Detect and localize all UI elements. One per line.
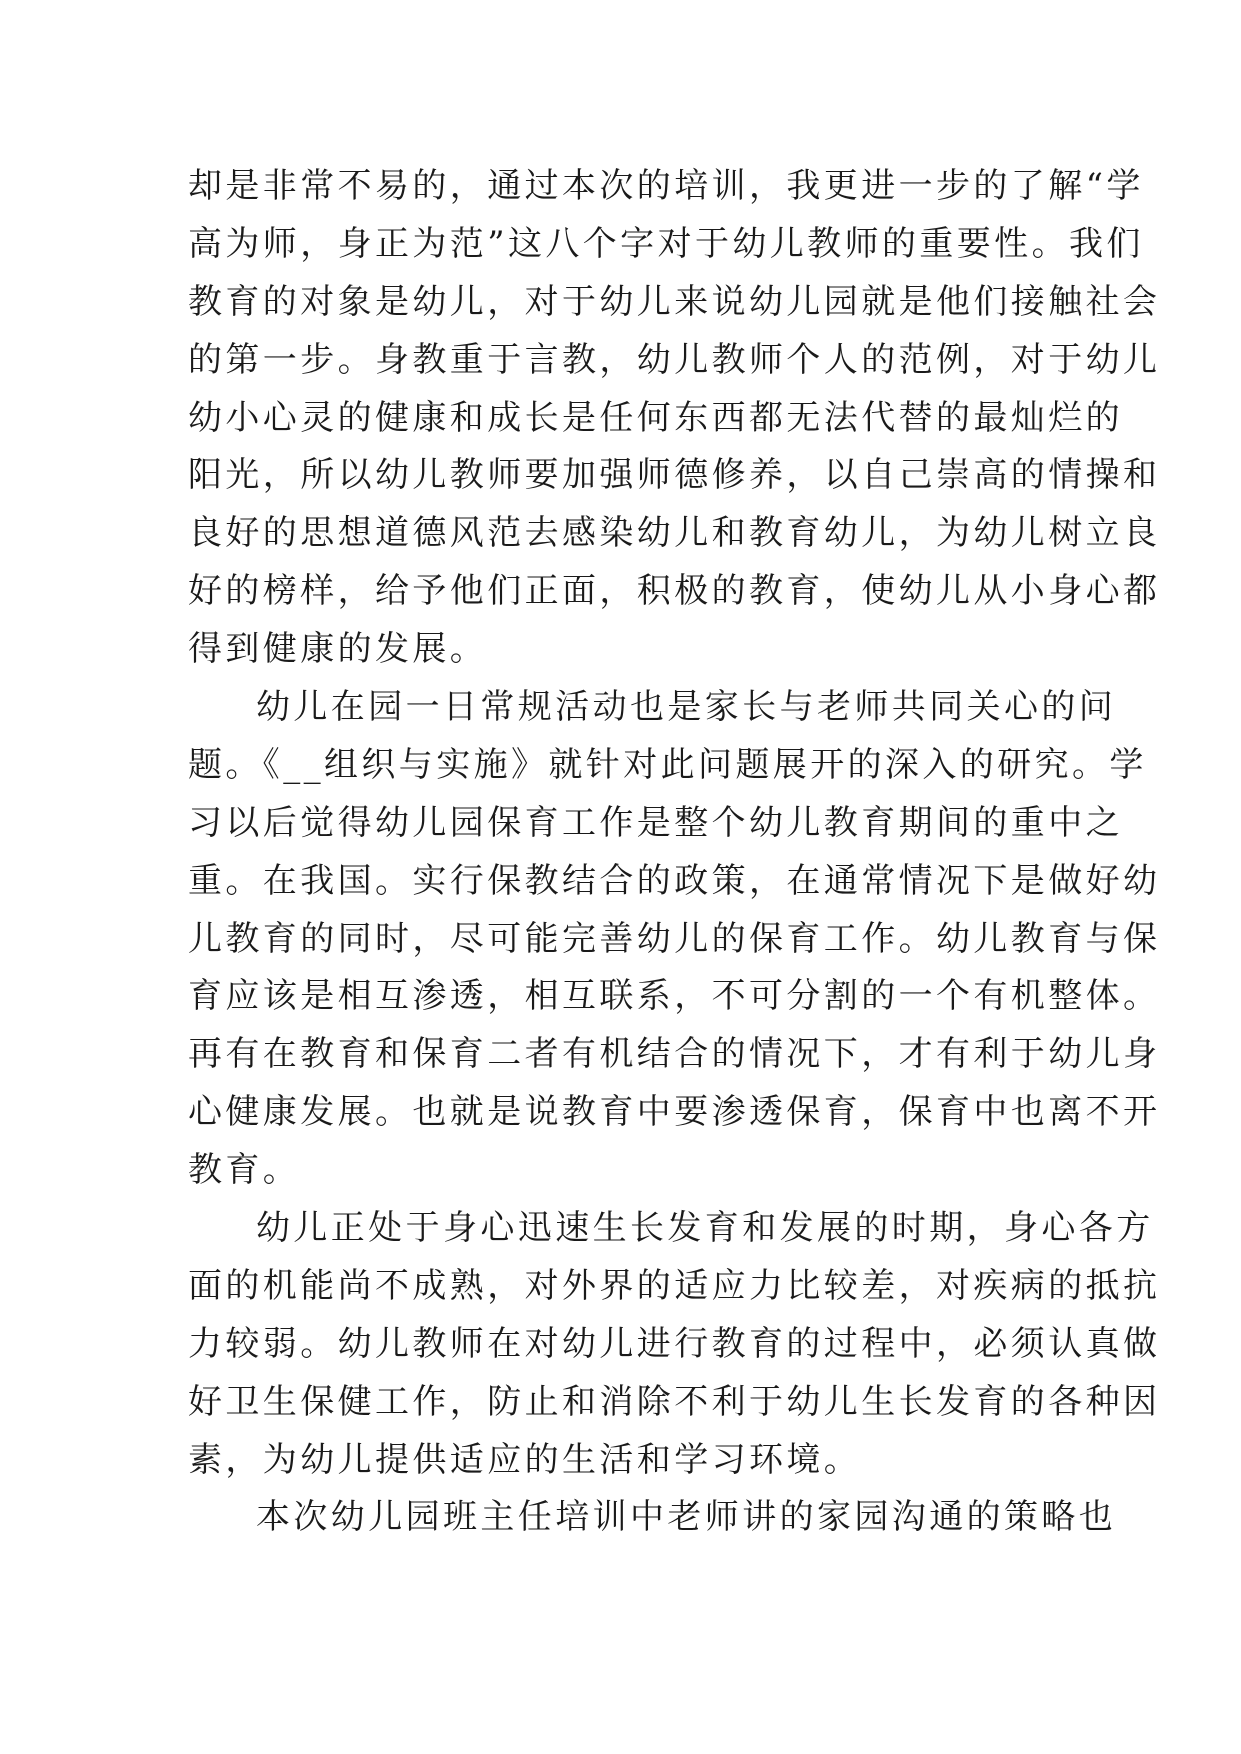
text-line: 的第一步。身教重于言教，幼儿教师个人的范例，对于幼儿 — [188, 339, 1161, 380]
text-line: 高为师，身正为范”这八个字对于幼儿教师的重要性。我们 — [188, 223, 1144, 264]
text-line: 素，为幼儿提供适应的生活和学习环境。 — [188, 1439, 862, 1480]
text-line: 面的机能尚不成熟，对外界的适应力比较差，对疾病的抵抗 — [188, 1265, 1161, 1306]
text-line: 教育的对象是幼儿，对于幼儿来说幼儿园就是他们接触社会 — [188, 281, 1161, 322]
text-line: 得到健康的发展。 — [188, 629, 488, 670]
text-line: 良好的思想道德风范去感染幼儿和教育幼儿，为幼儿树立良 — [188, 513, 1161, 554]
paragraph-first-line: 幼儿正处于身心迅速生长发育和发展的时期，身心各方 — [256, 1208, 1154, 1249]
text-line: 好的榜样，给予他们正面，积极的教育，使幼儿从小身心都 — [188, 571, 1161, 612]
text-line: 力较弱。幼儿教师在对幼儿进行教育的过程中，必须认真做 — [188, 1323, 1161, 1364]
text-line: 教育。 — [188, 1150, 301, 1191]
text-line: 却是非常不易的，通过本次的培训，我更进一步的了解“学 — [188, 166, 1144, 206]
text-line: 好卫生保健工作，防止和消除不利于幼儿生长发育的各种因 — [188, 1381, 1161, 1422]
text-line: 育应该是相互渗透，相互联系，不可分割的一个有机整体。 — [188, 976, 1161, 1017]
paragraph-first-line: 幼儿在园一日常规活动也是家长与老师共同关心的问 — [256, 687, 1117, 728]
text-line: 习以后觉得幼儿园保育工作是整个幼儿教育期间的重中之 — [188, 802, 1123, 843]
body-text — [188, 158, 1161, 1547]
text-line: 再有在教育和保育二者有机结合的情况下，才有利于幼儿身 — [188, 1034, 1161, 1075]
text-line: 重。在我国。实行保教结合的政策，在通常情况下是做好幼 — [188, 860, 1161, 901]
text-line: 阳光，所以幼儿教师要加强师德修养，以自己崇高的情操和 — [188, 455, 1161, 496]
text-line: 题。《__组织与实施》就针对此问题展开的深入的研究。学 — [188, 744, 1147, 785]
text-line: 幼小心灵的健康和成长是任何东西都无法代替的最灿烂的 — [188, 397, 1123, 438]
text-line: 心健康发展。也就是说教育中要渗透保育，保育中也离不开 — [188, 1092, 1161, 1133]
text-line: 儿教育的同时，尽可能完善幼儿的保育工作。幼儿教育与保 — [188, 918, 1161, 959]
paragraph-first-line: 本次幼儿园班主任培训中老师讲的家园沟通的策略也 — [256, 1497, 1117, 1538]
